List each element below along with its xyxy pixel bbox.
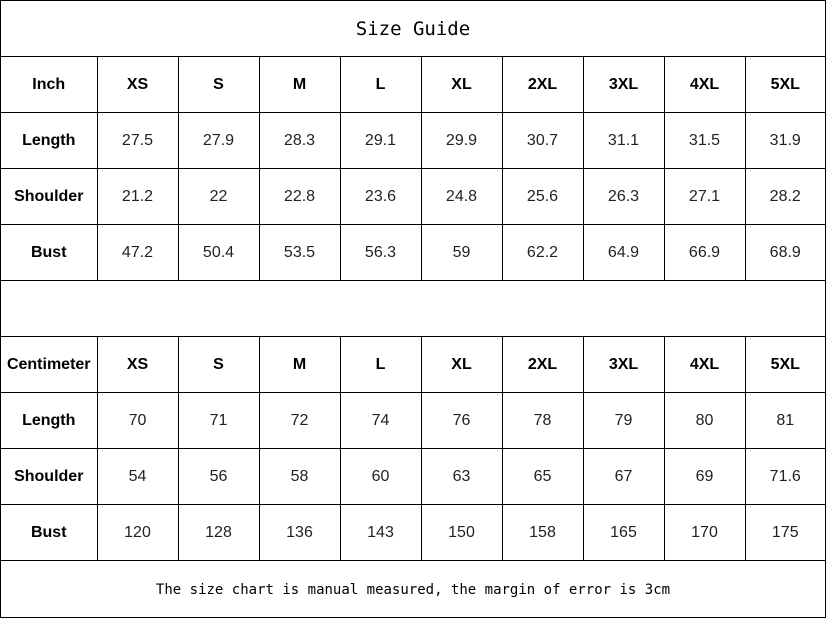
unit-label: Inch <box>1 57 97 113</box>
table-cell: 26.3 <box>583 169 664 225</box>
table-row-shoulder <box>1 449 825 505</box>
table-cell: 29.9 <box>421 113 502 169</box>
table-cell: 53.5 <box>259 225 340 281</box>
table-cell: 27.9 <box>178 113 259 169</box>
table-cell: 28.2 <box>745 169 825 225</box>
table-cell: 65 <box>502 449 583 505</box>
row-label: Bust <box>1 505 97 561</box>
table-cell: 158 <box>502 505 583 561</box>
table-cell: 170 <box>664 505 745 561</box>
table-cell: 165 <box>583 505 664 561</box>
table-cell: 78 <box>502 393 583 449</box>
table-cell: 56 <box>178 449 259 505</box>
size-header-m: M <box>259 337 340 393</box>
table-cell: 175 <box>745 505 825 561</box>
table-cell: 136 <box>259 505 340 561</box>
table-cell: 128 <box>178 505 259 561</box>
table-cell: 74 <box>340 393 421 449</box>
table-row-bust <box>1 505 825 561</box>
size-header-m: M <box>259 57 340 113</box>
table-cell: 25.6 <box>502 169 583 225</box>
table-cell: 23.6 <box>340 169 421 225</box>
table-row-length <box>1 393 825 449</box>
table-header-row <box>1 337 825 393</box>
table-cell: 47.2 <box>97 225 178 281</box>
table-cell: 79 <box>583 393 664 449</box>
centimeter-size-table <box>1 337 825 561</box>
table-cell: 30.7 <box>502 113 583 169</box>
size-header-3xl: 3XL <box>583 337 664 393</box>
unit-label: Centimeter <box>1 337 97 393</box>
table-spacer-row <box>1 281 825 337</box>
inch-size-table <box>1 57 825 281</box>
measurement-note: The size chart is manual measured, the margin of error is 3cm <box>155 581 671 598</box>
table-header-row <box>1 57 825 113</box>
row-label: Shoulder <box>1 449 97 505</box>
table-cell: 67 <box>583 449 664 505</box>
table-cell: 21.2 <box>97 169 178 225</box>
row-label: Shoulder <box>1 169 97 225</box>
table-cell: 29.1 <box>340 113 421 169</box>
table-cell: 62.2 <box>502 225 583 281</box>
table-cell: 71 <box>178 393 259 449</box>
row-label: Length <box>1 393 97 449</box>
size-header-xl: XL <box>421 337 502 393</box>
size-header-4xl: 4XL <box>664 57 745 113</box>
table-row-bust <box>1 225 825 281</box>
table-cell: 28.3 <box>259 113 340 169</box>
table-cell: 31.9 <box>745 113 825 169</box>
table-cell: 71.6 <box>745 449 825 505</box>
table-cell: 54 <box>97 449 178 505</box>
table-cell: 31.5 <box>664 113 745 169</box>
table-cell: 76 <box>421 393 502 449</box>
table-cell: 150 <box>421 505 502 561</box>
size-header-5xl: 5XL <box>745 57 825 113</box>
table-cell: 143 <box>340 505 421 561</box>
table-cell: 59 <box>421 225 502 281</box>
table-cell: 72 <box>259 393 340 449</box>
size-header-l: L <box>340 337 421 393</box>
table-cell: 22.8 <box>259 169 340 225</box>
size-header-xs: XS <box>97 337 178 393</box>
table-cell: 80 <box>664 393 745 449</box>
size-header-5xl: 5XL <box>745 337 825 393</box>
table-cell: 70 <box>97 393 178 449</box>
table-cell: 22 <box>178 169 259 225</box>
size-header-2xl: 2XL <box>502 337 583 393</box>
table-cell: 66.9 <box>664 225 745 281</box>
table-cell: 81 <box>745 393 825 449</box>
table-cell: 120 <box>97 505 178 561</box>
size-header-4xl: 4XL <box>664 337 745 393</box>
size-header-3xl: 3XL <box>583 57 664 113</box>
size-header-2xl: 2XL <box>502 57 583 113</box>
table-cell: 58 <box>259 449 340 505</box>
table-cell: 64.9 <box>583 225 664 281</box>
table-cell: 27.1 <box>664 169 745 225</box>
table-cell: 27.5 <box>97 113 178 169</box>
size-header-s: S <box>178 337 259 393</box>
size-guide-title: Size Guide <box>1 1 825 57</box>
size-header-xl: XL <box>421 57 502 113</box>
table-cell: 31.1 <box>583 113 664 169</box>
row-label: Length <box>1 113 97 169</box>
table-cell: 68.9 <box>745 225 825 281</box>
table-row-shoulder <box>1 169 825 225</box>
table-cell: 69 <box>664 449 745 505</box>
table-cell: 24.8 <box>421 169 502 225</box>
table-row-length <box>1 113 825 169</box>
row-label: Bust <box>1 225 97 281</box>
table-cell: 63 <box>421 449 502 505</box>
table-cell: 50.4 <box>178 225 259 281</box>
table-cell: 56.3 <box>340 225 421 281</box>
table-cell: 60 <box>340 449 421 505</box>
size-header-s: S <box>178 57 259 113</box>
size-header-xs: XS <box>97 57 178 113</box>
size-header-l: L <box>340 57 421 113</box>
